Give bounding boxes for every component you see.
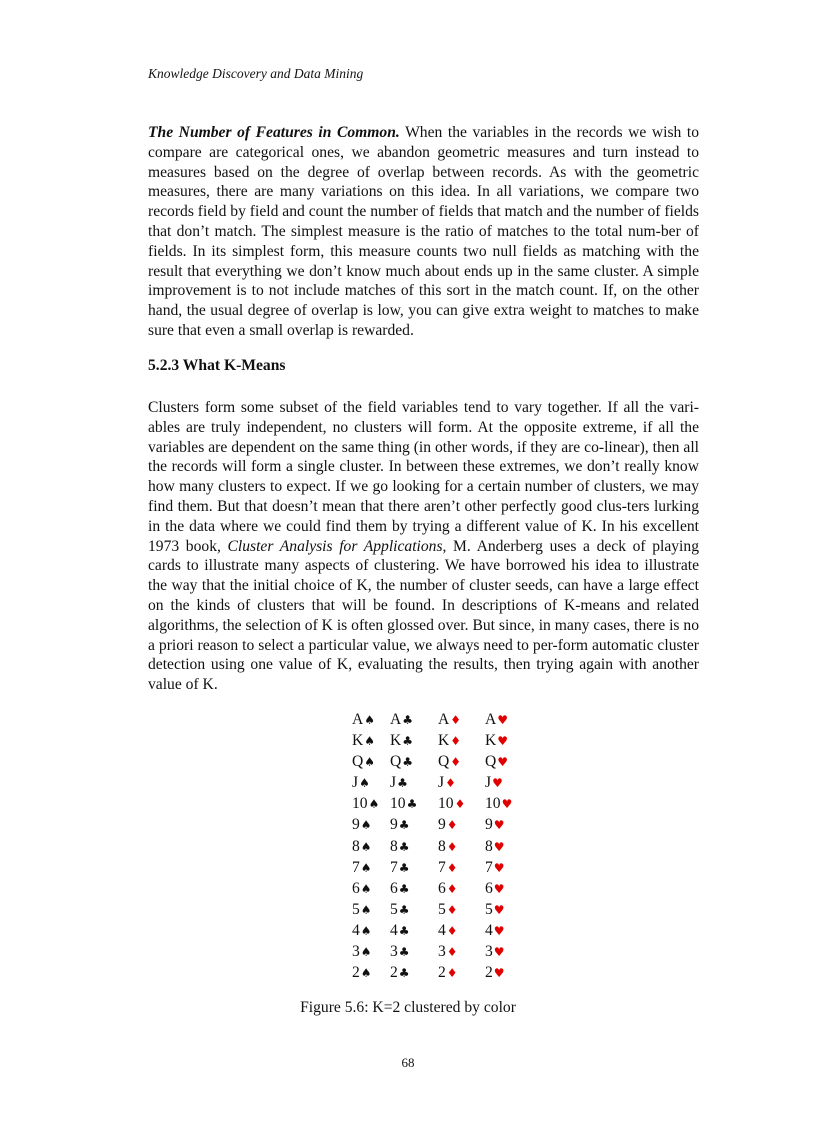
playing-card [352,772,370,794]
running-header: Knowledge Discovery and Data Mining [148,66,364,81]
playing-card [352,941,372,963]
card-rank: 6 [352,879,360,897]
playing-card [390,709,413,731]
playing-card [352,920,372,942]
suit-icon: ♥ [497,755,509,770]
card-rank: A [485,711,497,728]
card-rank: 6 [485,879,493,897]
playing-card [485,751,508,773]
playing-card [485,878,505,900]
card-rank: 4 [352,921,360,939]
card-rank: 10 [438,795,454,813]
card-rank: Q [485,753,497,771]
playing-card [390,814,410,836]
playing-card [438,751,461,773]
card-rank: 7 [485,858,493,876]
suit-icon: ♣ [398,945,410,960]
playing-card [352,730,375,752]
card-rank: 2 [438,964,446,982]
suit-icon: ♠ [360,945,372,960]
suit-icon: ♠ [360,902,372,917]
playing-card [390,836,410,858]
card-rank: 4 [390,921,398,939]
playing-card [485,772,503,794]
card-rank: 4 [485,921,493,939]
card-rank: 2 [485,964,493,982]
card-rank: K [352,732,364,750]
playing-card [390,920,410,942]
card-rank: 8 [438,837,446,855]
playing-card [352,751,375,773]
suit-icon: ♠ [360,966,372,981]
suit-icon: ♦ [454,797,466,812]
figure-caption: Figure 5.6: K=2 clustered by color [300,999,516,1016]
suit-icon: ♣ [398,839,410,854]
suit-icon: ♦ [446,839,458,854]
suit-icon: ♦ [450,713,462,727]
paragraph-features-in-common [148,123,699,341]
card-rank: 4 [438,921,446,939]
paragraph-body: When the variables in the records we wish to compare are categorical ones, we abandon geometric measures and turn instead to measures based on the degree of overlap between records. As with the geometric measures, there are many variations on this idea. In all variations, we compare two records field by field and count the number of fields that match and the number of fields that don’t match. The simplest measure is the ratio of matches to the total num-ber of fields. In its simplest form, this measure counts two null fields as matching with the result that everything we don’t know much about ends up in the same cluster. A simple improvement is to not include matches of this sort in the match count. If, on the other hand, the usual degree of overlap is low, you can give extra weight to matches to make sure that even a small overlap is rewarded. [148,124,699,339]
card-rank: 9 [352,816,360,834]
suit-icon: ♥ [493,923,505,938]
suit-icon: ♦ [446,902,458,917]
playing-card [438,814,458,836]
suit-icon: ♠ [368,797,380,812]
suit-icon: ♣ [398,966,410,981]
card-rank: K [485,732,497,750]
book-title: , Cluster Analysis for Applications [216,537,443,555]
suit-icon: ♠ [360,923,372,938]
playing-card [485,962,505,984]
suit-icon: ♥ [493,818,505,833]
playing-card [485,793,512,815]
playing-card [390,941,410,963]
paragraph-what-k-means [148,398,699,695]
suit-icon: ♦ [450,734,462,749]
card-rank: 10 [352,795,368,813]
card-rank: 7 [438,858,446,876]
playing-card [352,878,372,900]
paragraph-body-end: , M. Anderberg uses a deck of playing cards to illustrate many aspects of clustering. We have borrowed his idea to illustrate the way that the initial choice of K, the number of cluster seeds, can have a large effect on the kinds of clusters that will be found. In descriptions of K-means and related algorithms, the selection of K is often glossed over. But since, in many cases, there is no a priori reason to select a particular value, we always need to per-form automatic cluster detection using one value of K, evaluating the results, then trying again with another value of K. [148,537,699,694]
playing-card [485,814,505,836]
suit-icon: ♥ [493,860,505,875]
suit-icon: ♦ [446,945,458,960]
suit-icon: ♣ [398,881,410,896]
playing-card [438,836,458,858]
suit-icon: ♠ [364,755,376,770]
playing-card [485,836,505,858]
card-rank: J [352,774,359,792]
playing-card [390,899,410,921]
playing-card [438,857,458,879]
suit-icon: ♦ [446,818,458,833]
playing-card [390,730,413,752]
playing-card [485,709,508,731]
card-rank: 3 [485,943,493,961]
card-rank: 6 [390,879,398,897]
playing-card [438,920,458,942]
card-rank: 8 [390,837,398,855]
playing-card [390,857,410,879]
suit-icon: ♣ [402,755,414,770]
playing-card [438,793,465,815]
suit-icon: ♥ [493,881,505,896]
card-rank: 5 [352,900,360,918]
card-rank: A [352,711,364,728]
suit-icon: ♣ [398,860,410,875]
suit-icon: ♦ [446,966,458,981]
card-rank: 3 [352,943,360,961]
card-rank: Q [352,753,364,771]
card-rank: K [390,732,402,750]
playing-card [352,857,372,879]
suit-icon: ♠ [360,839,372,854]
card-rank: 10 [390,795,406,813]
suit-icon: ♥ [501,797,513,812]
suit-icon: ♣ [398,902,410,917]
suit-icon: ♥ [493,902,505,917]
playing-card [485,941,505,963]
suit-icon: ♥ [492,776,503,791]
card-rank: J [390,774,397,792]
card-rank: 3 [390,943,398,961]
playing-card [390,793,417,815]
suit-icon: ♠ [360,860,372,875]
card-rank: 5 [485,900,493,918]
playing-card [438,878,458,900]
card-rank: A [438,711,450,728]
card-rank: 5 [438,900,446,918]
suit-icon: ♥ [493,966,505,981]
suit-icon: ♥ [493,839,505,854]
card-rank: 2 [390,964,398,982]
playing-card [438,730,461,752]
page-number: 68 [401,1055,415,1070]
suit-icon: ♦ [446,923,458,938]
card-rank: 8 [352,837,360,855]
card-rank: 5 [390,900,398,918]
playing-card [390,751,413,773]
playing-card [390,962,410,984]
card-rank: 9 [485,816,493,834]
suit-icon: ♣ [397,776,408,791]
suit-icon: ♥ [497,734,509,749]
playing-card [485,920,505,942]
playing-card [352,836,372,858]
card-rank: 7 [352,858,360,876]
card-rank: 8 [485,837,493,855]
paragraph-body-start: Clusters form some subset of the field variables tend to vary together. If all the vari-ables are truly independent, no clusters will form. At the opposite extreme, if all the variables are dependent on the same thing (in other words, if they are co-linear), then all the records will form a single cluster. In between these extremes, we don’t really know how many clusters to expect. If we go looking for a certain number of clusters, we may find them. But that doesn’t mean that there aren’t other perfectly good clus-ters lurking in the data where we could find them by trying a different value of K. In his excellent 1973 book [148,399,699,555]
suit-icon: ♦ [450,755,462,770]
section-heading: 5.2.3 What K-Means [148,357,286,374]
playing-card [438,899,458,921]
playing-card [352,814,372,836]
suit-icon: ♠ [360,881,372,896]
card-rank: 3 [438,943,446,961]
card-rank: Q [390,753,402,771]
suit-icon: ♠ [364,734,376,749]
playing-card [485,730,508,752]
paragraph-title: The Number of Features in Common. [148,124,400,141]
playing-card [352,793,379,815]
card-rank: 9 [390,816,398,834]
suit-icon: ♣ [398,923,410,938]
playing-card [438,772,456,794]
suit-icon: ♦ [446,881,458,896]
card-rank: 6 [438,879,446,897]
suit-icon: ♥ [497,713,509,727]
card-rank: J [438,774,445,792]
suit-icon: ♣ [406,797,418,812]
playing-card [352,709,375,731]
card-rank: 9 [438,816,446,834]
playing-card [390,878,410,900]
suit-icon: ♦ [446,860,458,875]
card-rank: A [390,711,402,728]
suit-icon: ♦ [445,776,456,791]
playing-card [485,857,505,879]
card-rank: Q [438,753,450,771]
suit-icon: ♣ [402,713,414,727]
suit-icon: ♥ [493,945,505,960]
playing-card [352,962,372,984]
suit-icon: ♠ [364,713,376,727]
card-rank: 7 [390,858,398,876]
suit-icon: ♣ [398,818,410,833]
card-rank: K [438,732,450,750]
suit-icon: ♠ [360,818,372,833]
suit-icon: ♠ [359,776,370,791]
playing-card [438,941,458,963]
playing-card [352,899,372,921]
playing-card [438,962,458,984]
card-rank: 2 [352,964,360,982]
suit-icon: ♣ [402,734,414,749]
playing-card [438,709,461,731]
card-rank: J [485,774,492,792]
playing-card [485,899,505,921]
card-rank: 10 [485,795,501,813]
playing-card [390,772,408,794]
